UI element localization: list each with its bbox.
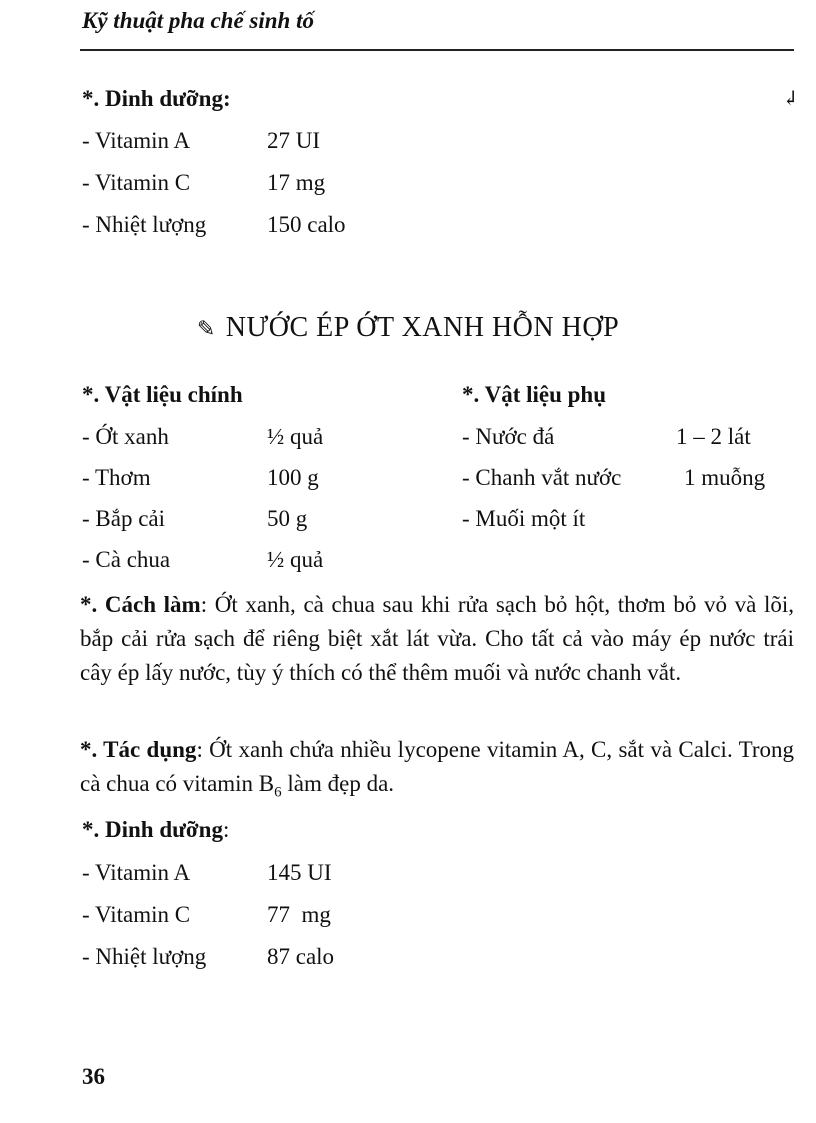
effect-tail: làm đẹp da. <box>281 771 395 796</box>
ingredient-label: - Muối một ít <box>462 506 586 531</box>
nutrition-label: - Vitamin C <box>82 902 191 927</box>
main-ingredients-heading: *. Vật liệu chính <box>82 382 243 407</box>
ingredient-label: - Chanh vắt nước <box>462 465 622 490</box>
nutrition-heading-prev: *. Dinh dưỡng: <box>82 86 231 111</box>
ingredient-value: ½ quả <box>267 424 324 449</box>
nutrition-value: 87 calo <box>267 944 335 969</box>
effect-subscript: 6 <box>274 784 282 801</box>
nutrition-heading-text: *. Dinh dưỡng <box>82 817 223 842</box>
nutrition-label: - Nhiệt lượng <box>82 212 207 237</box>
method-paragraph <box>80 588 794 690</box>
ingredient-value: ½ quả <box>267 547 324 572</box>
nutrition-label: - Vitamin A <box>82 128 191 153</box>
nutrition-value: 150 calo <box>267 212 346 237</box>
nutrition-value: 145 UI <box>267 860 332 885</box>
nutrition-value: 17 mg <box>267 170 326 195</box>
sub-ingredients-heading: *. Vật liệu phụ <box>462 382 607 407</box>
ingredient-value: 100 g <box>267 465 319 490</box>
ingredient-label: - Bắp cải <box>82 506 166 531</box>
nutrition-label: - Vitamin C <box>82 170 191 195</box>
effect-label: *. Tác dụng <box>80 737 197 762</box>
ingredient-label: - Nước đá <box>462 424 555 449</box>
ingredient-label: - Cà chua <box>82 547 171 572</box>
method-text: : Ớt xanh, cà chua sau khi rửa sạch bỏ hột, thơm bỏ vỏ và lõi, bắp cải rửa sạch để riêng biệt xắt lát vừa. Cho tất cả vào máy ép nước trái cây ép lấy nước, tùy ý thích có thể thêm muối và nước chanh vắt. <box>80 592 794 685</box>
ingredient-label: - Thơm <box>82 465 151 490</box>
ingredient-value: 1 muỗng <box>684 465 766 490</box>
nutrition-label: - Vitamin A <box>82 860 191 885</box>
scan-mark-icon: ↲ <box>782 88 799 110</box>
ingredient-value: 1 – 2 lát <box>676 424 751 449</box>
ingredient-label: - Ớt xanh <box>82 424 169 449</box>
nutrition-heading-colon: : <box>222 817 230 842</box>
page-number: 36 <box>82 1064 105 1089</box>
recipe-title <box>0 312 816 344</box>
nutrition-value: 77 mg <box>267 902 331 927</box>
ingredient-value: 50 g <box>267 506 308 531</box>
nutrition-label: - Nhiệt lượng <box>82 944 207 969</box>
recipe-title-text: NƯỚC ÉP ỚT XANH HỖN HỢP <box>225 312 620 343</box>
method-label: *. Cách làm <box>80 592 201 617</box>
effect-text: : Ớt xanh chứa nhiều lycopene vitamin A, C, sắt và Calci. Trong cà chua có vitamin B <box>80 737 795 796</box>
effect-paragraph <box>80 733 794 810</box>
pencil-icon: ✎ <box>196 316 216 341</box>
nutrition-heading <box>82 817 229 843</box>
running-header: Kỹ thuật pha chế sinh tố <box>82 8 314 33</box>
nutrition-value: 27 UI <box>267 128 321 153</box>
header-rule <box>80 49 794 51</box>
